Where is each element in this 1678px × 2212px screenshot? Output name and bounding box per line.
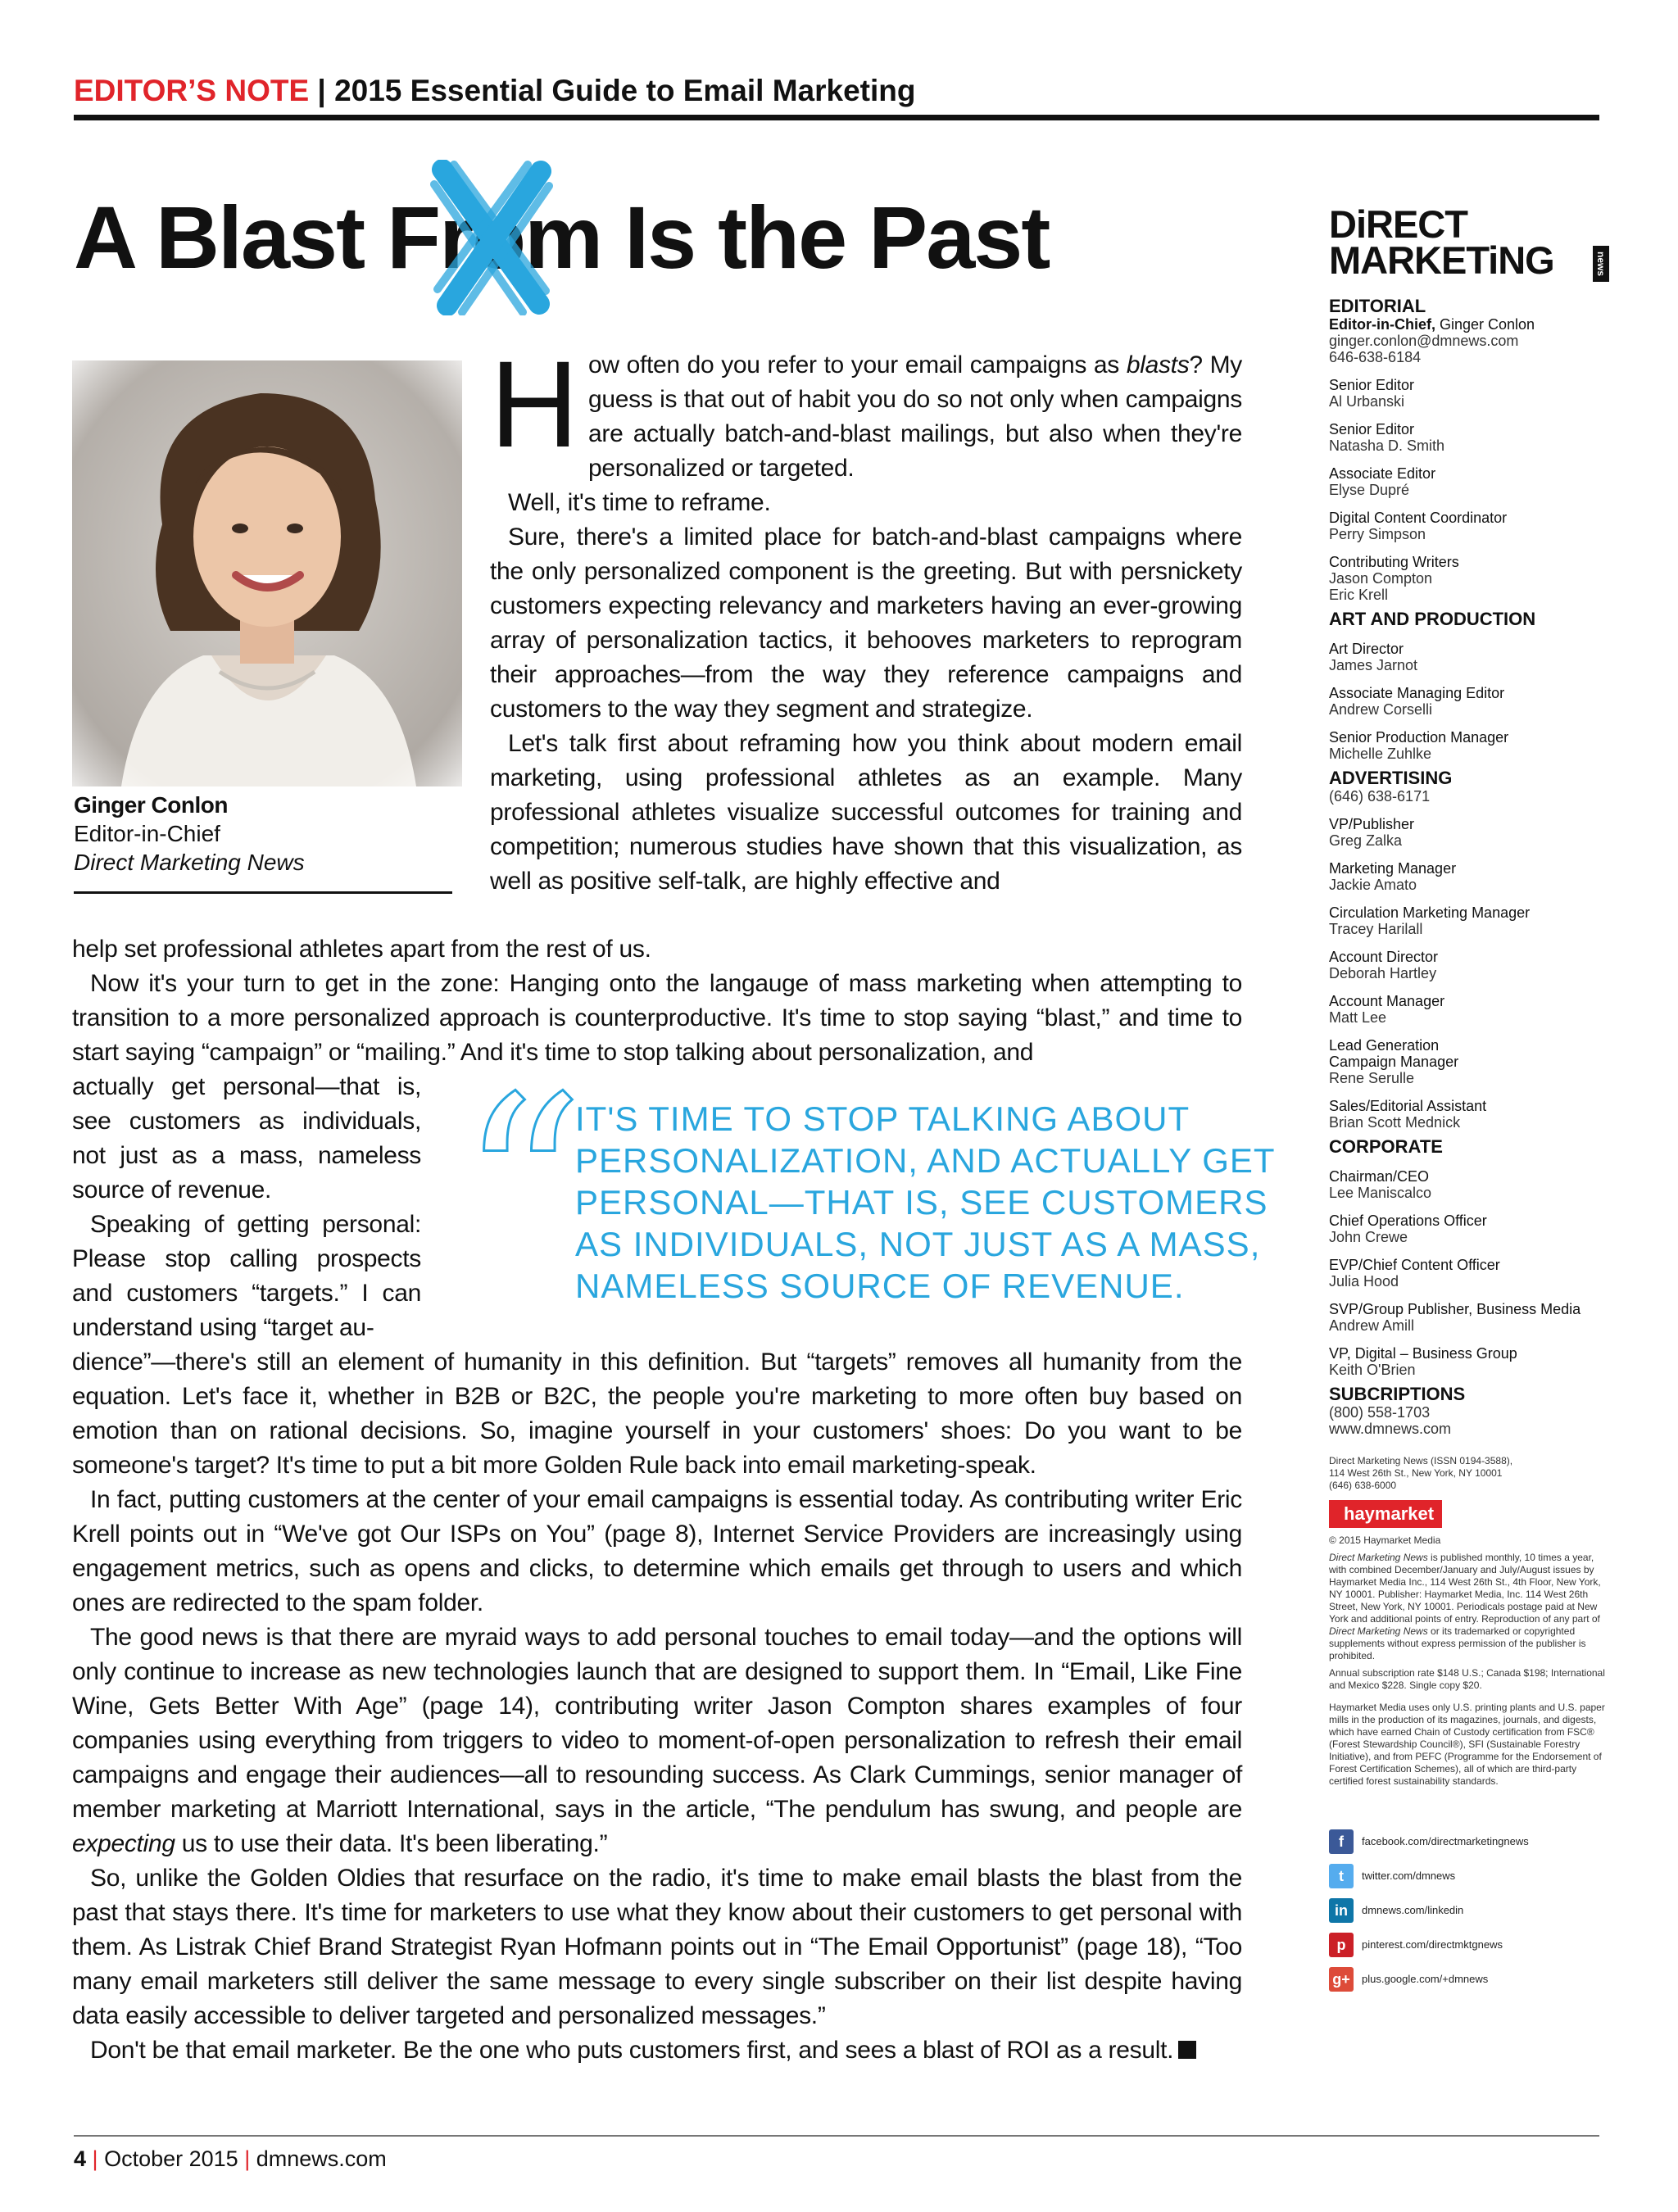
social-url: pinterest.com/directmktgnews (1362, 1938, 1503, 1951)
editorial-staff-name: Natasha D. Smith (1329, 437, 1445, 454)
art-staff-entry (1329, 685, 1608, 718)
advertising-staff-name: Rene Serulle (1329, 1070, 1415, 1086)
paragraph-3: Sure, there's a limited place for batch-and-blast campaigns where the only personalized component is the greeting. But with persnickety customers expecting relevancy and marketers having an ever-growing array of personalization tactics, it behooves marketers to reprogram their approaches—from the way they reference campaigns and customers to the way they segment and strategize. (490, 524, 1242, 723)
paragraph-10 (72, 2033, 1242, 2068)
advertising-staff-role: Circulation Marketing Manager (1329, 904, 1531, 921)
facebook-icon: f (1329, 1829, 1354, 1854)
editorial-staff-entry (1329, 587, 1608, 603)
direct-marketing-news-logo (1329, 202, 1608, 297)
advertising-staff-entry (1329, 860, 1608, 893)
struck-word (439, 184, 601, 291)
advertising-staff-role: Account Manager (1329, 993, 1445, 1009)
corporate-staff-role: EVP/Chief Content Officer (1329, 1257, 1500, 1273)
logo-tag: news (1593, 246, 1609, 282)
advertising-staff-role: Lead Generation (1329, 1037, 1440, 1054)
address-line-2: 114 West 26th St., New York, NY 10001 (1329, 1467, 1503, 1479)
paragraph-6-end: dience”—there's still an element of humanity in this definition. But “targets” removes all humanity from the equation. Let's face it, whether in B2B or B2C, the people you're marketing to more often buy based on emotion than on rational decisions. So, imagine yourself in your customers' shoes: Do you want to be someone's target? It's time to put a bit more Golden Rule back into email marketing-speak. (72, 1349, 1242, 1479)
art-staff-name: James Jarnot (1329, 657, 1418, 673)
logo-line-1: DiRECT (1329, 202, 1467, 246)
linkedin-icon: in (1329, 1898, 1354, 1923)
social-url: plus.google.com/+dmnews (1362, 1973, 1489, 1985)
paragraph-8-end: us to use their data. It's been liberating.” (175, 1830, 608, 1857)
section-header (74, 72, 1599, 120)
advertising-staff-role: Sales/Editorial Assistant (1329, 1098, 1487, 1114)
art-staff-role: Art Director (1329, 641, 1404, 657)
editorial-staff-entry (1329, 377, 1608, 410)
corporate-staff-entry (1329, 1168, 1608, 1201)
advertising-staff-name: Tracey Harilall (1329, 921, 1423, 937)
editorial-staff-role: Digital Content Coordinator (1329, 510, 1508, 526)
advertising-staff-entry (1329, 904, 1608, 937)
social-url: dmnews.com/linkedin (1362, 1904, 1464, 1916)
author-publication: Direct Marketing News (74, 850, 305, 875)
author-portrait-image (72, 360, 462, 786)
address-line-3: (646) 638-6000 (1329, 1480, 1397, 1491)
corporate-staff-name: John Crewe (1329, 1229, 1408, 1245)
editorial-staff-name: Jason Compton (1329, 570, 1433, 587)
corporate-staff-name: Lee Maniscalco (1329, 1185, 1432, 1201)
art-staff-name: Michelle Zuhlke (1329, 746, 1432, 762)
article-full-width-2 (72, 1345, 1242, 2068)
paragraph-8-text: The good news is that there are myraid ways to add personal touches to email today—and the options will only continue to increase as new technologies launch that are designed to support them. In “Email, Like Fine Wine, Gets Better With Age” (page 14), contributing writer Jason Compton shares examples of four companies using everything from triggers to video to moment-of-open personalization to refresh their email campaigns and engage their audiences—all to resounding success. As Clark Cummings, senior manager of member marketing at Marriott International, says in the article, “The pendulum has swung, and people are (72, 1624, 1242, 1823)
social-link-linkedin[interactable] (1329, 1896, 1608, 1925)
editorial-staff-role: Senior Editor (1329, 421, 1415, 437)
title-part-2: Is the Past (601, 188, 1050, 287)
social-url: facebook.com/directmarketingnews (1362, 1835, 1529, 1847)
subscriptions-heading: SUBCRIPTIONS (1329, 1384, 1466, 1404)
header-separator: | (317, 74, 326, 107)
editorial-heading: EDITORIAL (1329, 296, 1426, 316)
end-mark-icon (1178, 2041, 1196, 2059)
advertising-staff-role: VP/Publisher (1329, 816, 1415, 832)
advertising-staff-name: Deborah Hartley (1329, 965, 1437, 981)
paragraph-1-text: ow often do you refer to your email campaigns as blasts? My guess is that out of habit you do so not only when campaigns are actually batch-and-blast mailings, but also when they're personalized or targeted. (588, 351, 1242, 482)
rate-note: Annual subscription rate $148 U.S.; Canada $198; International and Mexico $228. Single copy $20. (1329, 1667, 1605, 1691)
article-title (74, 184, 1049, 291)
editorial-staff-name: Eric Krell (1329, 587, 1389, 603)
section-label: EDITOR’S NOTE (74, 74, 310, 107)
social-url: twitter.com/dmnews (1362, 1870, 1456, 1882)
author-photo (72, 360, 462, 786)
editor-in-chief (1329, 316, 1608, 333)
art-staff-entry (1329, 729, 1608, 762)
eic-role: Editor-in-Chief, (1329, 316, 1435, 333)
advertising-staff-entry (1329, 993, 1608, 1026)
social-link-twitter[interactable] (1329, 1861, 1608, 1891)
art-staff-role: Senior Production Manager (1329, 729, 1509, 746)
advertising-staff-role: Account Director (1329, 949, 1439, 965)
art-heading: ART AND PRODUCTION (1329, 609, 1536, 629)
advertising-staff-role: Marketing Manager (1329, 860, 1457, 877)
article-column-top (490, 335, 1242, 899)
paragraph-2: Well, it's time to reframe. (508, 489, 771, 516)
author-role: Editor-in-Chief (74, 821, 220, 846)
article-narrow-column (72, 1070, 421, 1345)
paragraph-10-text: Don't be that email marketer. Be the one who puts customers first, and sees a blast of ROI as a result. (90, 2037, 1174, 2064)
corporate-staff-entry (1329, 1301, 1608, 1334)
paragraph-5-end: actually get personal—that is, see customers as individuals, not just as a mass, nameless source of revenue. (72, 1073, 421, 1203)
social-link-googleplus[interactable] (1329, 1965, 1608, 1994)
corporate-staff-role: Chief Operations Officer (1329, 1213, 1487, 1229)
corporate-staff-list (1329, 1168, 1608, 1378)
advertising-staff-entry (1329, 949, 1608, 981)
footer-separator: | (92, 2146, 98, 2171)
corporate-staff-entry (1329, 1257, 1608, 1290)
address-line-1: Direct Marketing News (ISSN 0194-3588), (1329, 1455, 1513, 1466)
advertising-staff-entry (1329, 1098, 1608, 1131)
paragraph-8-emphasis: expecting (72, 1830, 175, 1857)
advertising-staff-name: Greg Zalka (1329, 832, 1403, 849)
logo-line-2: MARKETiNG (1329, 238, 1554, 282)
editorial-staff-name: Elyse Dupré (1329, 482, 1410, 498)
editorial-staff-list (1329, 377, 1608, 603)
advertising-staff-list (1329, 816, 1608, 1131)
corporate-staff-role: SVP/Group Publisher, Business Media (1329, 1301, 1581, 1317)
author-name: Ginger Conlon (74, 792, 228, 818)
art-staff-entry (1329, 641, 1608, 673)
publication-note: Direct Marketing News is published monthly, 10 times a year, with combined December/January and July/August issues by Haymarket Media Inc., 114 West 26th St., 4th Floor, New York, NY 10001. Publisher: Haymarket Media, Inc. 114 West 26th Street, New York, NY 10001. Periodicals postage paid at New York and additional points of entry. Reproduction of any part of Direct Marketing News or its trademarked or copyrighted supplements without express permission of the publisher is prohibited. (1329, 1552, 1601, 1661)
issue-title: 2015 Essential Guide to Email Marketing (334, 74, 916, 107)
social-link-pinterest[interactable] (1329, 1930, 1608, 1960)
quote-mark-icon: “ (459, 1045, 552, 1330)
googleplus-icon: g+ (1329, 1967, 1354, 1992)
advertising-staff-name: Brian Scott Mednick (1329, 1114, 1461, 1131)
eic-email: ginger.conlon@dmnews.com (1329, 333, 1519, 349)
editorial-staff-entry (1329, 421, 1608, 454)
advertising-staff-entry (1329, 1054, 1608, 1086)
paragraph-5: Now it's your turn to get in the zone: Hanging onto the langauge of mass marketing when attempting to transition to a more personalized approach is counterproductive. It's time to stop saying “blast,” and time to start saying “campaign” or “mailing.” And it's time to stop talking about personalization, and (72, 970, 1242, 1066)
editorial-staff-entry (1329, 465, 1608, 498)
editorial-staff-entry (1329, 510, 1608, 542)
paragraph-4: Let's talk first about reframing how you think about modern email marketing, using professional athletes as an example. Many professional athletes visualize successful outcomes for training and competition; numerous studies have shown that this visualization, as well as positive self-talk, are highly effective and (490, 730, 1242, 895)
art-staff-list (1329, 641, 1608, 762)
paragraph-4-end: help set professional athletes apart from the rest of us. (72, 936, 651, 963)
editorial-staff-role: Senior Editor (1329, 377, 1415, 393)
drop-cap: H (490, 335, 579, 473)
footer-separator-2: | (244, 2146, 251, 2171)
issue-date: October 2015 (104, 2146, 238, 2171)
photo-caption (74, 791, 452, 894)
advertising-staff-name: Matt Lee (1329, 1009, 1387, 1026)
corporate-staff-role: Chairman/CEO (1329, 1168, 1430, 1185)
twitter-icon: t (1329, 1864, 1354, 1888)
paragraph-8 (72, 1620, 1242, 1861)
corporate-staff-entry (1329, 1345, 1608, 1378)
editorial-staff-name: Al Urbanski (1329, 393, 1405, 410)
paper-note: Haymarket Media uses only U.S. printing plants and U.S. paper mills in the production of its magazines, journals, and digests, which have earned Chain of Custody certification from FSC® (Forest Stewardship Council®), SFI (Sustainable Forestry Initiative), and from PEFC (Programme for the Endorsement of Forest Certification Schemes), all of which are third-party certified forest sustainability standards. (1329, 1702, 1605, 1787)
corporate-staff-name: Julia Hood (1329, 1273, 1399, 1290)
corporate-staff-name: Keith O'Brien (1329, 1362, 1416, 1378)
eic-name: Ginger Conlon (1440, 316, 1535, 333)
corporate-staff-role: VP, Digital – Business Group (1329, 1345, 1517, 1362)
advertising-staff-entry (1329, 1037, 1608, 1054)
paragraph-1 (490, 335, 1242, 486)
page-number: 4 (74, 2146, 87, 2171)
article-full-width-1 (72, 932, 1242, 1070)
advertising-staff-role: Campaign Manager (1329, 1054, 1459, 1070)
copyright: © 2015 Haymarket Media (1329, 1534, 1441, 1546)
paragraph-6: Speaking of getting personal: Please stop calling prospects and customers “targets.” I can understand using “target au- (72, 1211, 421, 1341)
advertising-staff-entry (1329, 816, 1608, 849)
pull-quote (459, 1045, 1275, 1330)
corporate-staff-entry (1329, 1213, 1608, 1245)
title-part-1: A Blast F (74, 188, 440, 287)
art-staff-role: Associate Managing Editor (1329, 685, 1505, 701)
subscriptions-web: www.dmnews.com (1329, 1421, 1452, 1437)
masthead-sidebar (1329, 202, 1608, 1994)
editorial-staff-role: Contributing Writers (1329, 554, 1459, 570)
pull-quote-text: IT'S TIME TO STOP TALKING ABOUT PERSONALIZATION, AND ACTUALLY GET PERSONAL—THAT IS, SEE CUSTOMERS AS INDIVIDUALS, NOT JUST AS A MASS, NAMELESS SOURCE OF REVENUE. (575, 1099, 1275, 1305)
cross-out-icon (426, 160, 557, 315)
eic-phone: 646-638-6184 (1329, 349, 1422, 365)
pinterest-icon: p (1329, 1933, 1354, 1957)
title-struck-text: rom (439, 188, 602, 287)
corporate-staff-name: Andrew Amill (1329, 1317, 1415, 1334)
social-links (1329, 1827, 1608, 1994)
paragraph-7: In fact, putting customers at the center of your email campaigns is essential today. As contributing writer Eric Krell points out in “We've got Our ISPs on You” (page 8), Internet Service Providers are increasingly using engagement metrics, such as opens and clicks, to determine which emails get through to users and which ones are redirected to the spam folder. (72, 1486, 1242, 1616)
page-footer (74, 2135, 1599, 2173)
art-staff-name: Andrew Corselli (1329, 701, 1433, 718)
editorial-staff-name: Perry Simpson (1329, 526, 1426, 542)
corporate-heading: CORPORATE (1329, 1136, 1443, 1157)
paragraph-9: So, unlike the Golden Oldies that resurface on the radio, it's time to make email blasts the blast from the past that stays there. It's time for marketers to use what they know about their customers to get personal with them. As Listrak Chief Brand Strategist Ryan Hofmann points out in “The Email Opportunist” (page 18), “Too many email marketers still deliver the same message to every single subscriber on their list despite having data easily accessible to deliver targeted and personalized messages.” (72, 1865, 1242, 2029)
editorial-staff-role: Associate Editor (1329, 465, 1436, 482)
social-link-facebook[interactable] (1329, 1827, 1608, 1856)
advertising-heading: ADVERTISING (1329, 768, 1453, 788)
footer-site: dmnews.com (256, 2146, 387, 2171)
subscriptions-phone: (800) 558-1703 (1329, 1404, 1431, 1421)
advertising-phone: (646) 638-6171 (1329, 788, 1431, 805)
advertising-staff-name: Jackie Amato (1329, 877, 1417, 893)
haymarket-logo: haymarket (1329, 1500, 1442, 1528)
editorial-staff-entry (1329, 554, 1608, 587)
